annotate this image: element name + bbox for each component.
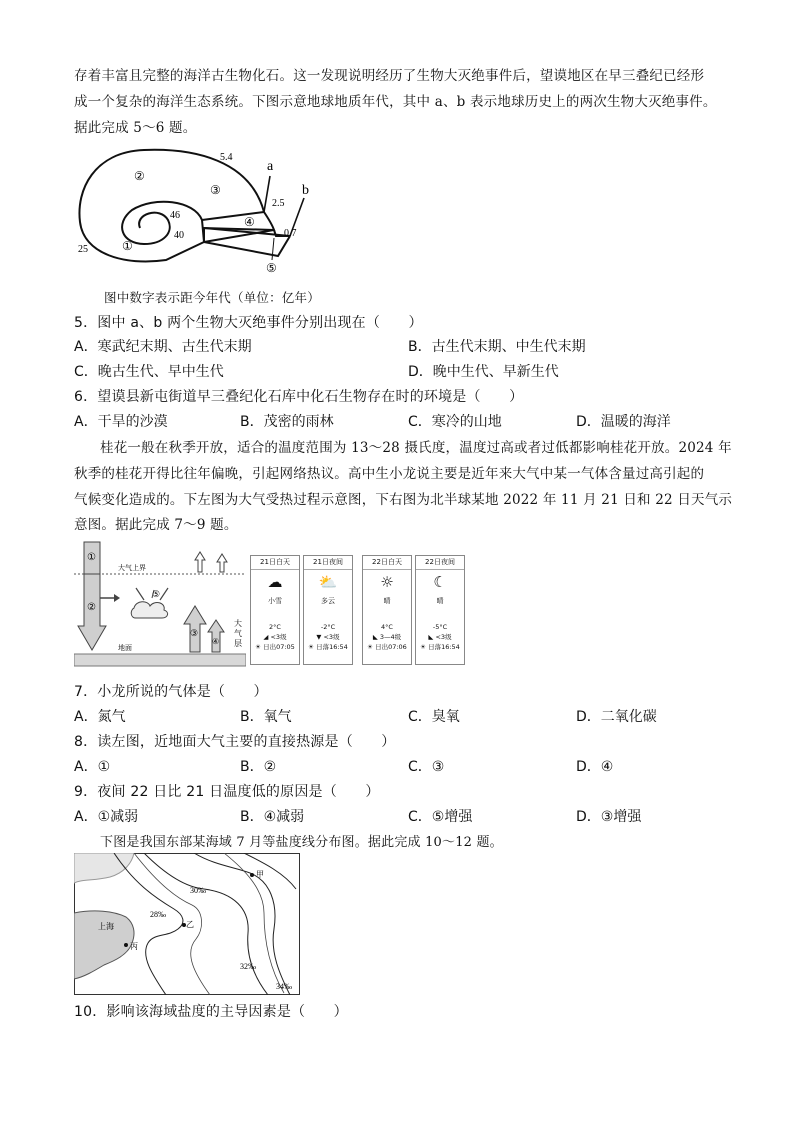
question-9-option-c[interactable]: C．⑤增强 [408, 809, 473, 825]
temperature: -2°C [320, 623, 336, 631]
passage-2-line-1: 桂花一般在秋季开放，适合的温度范围为 13～28 摄氏度，温度过高或者过低都影响桂花开放。2024 年 [100, 440, 732, 456]
question-6-stem: 6．望谟县新屯街道早三叠纪化石库中化石生物存在时的环境是（ ） [74, 389, 524, 405]
question-7-option-c[interactable]: C．臭氧 [408, 709, 460, 725]
label-2: ② [134, 169, 145, 183]
diagram-label-3: ③ [190, 628, 199, 638]
question-5-option-a[interactable]: A．寒武纪末期、古生代末期 [74, 339, 252, 355]
isoline-30-label: 30‰ [190, 886, 206, 895]
weather-card-header: 22日白天 [363, 556, 411, 570]
label-3: ③ [210, 183, 221, 197]
weather-card-22-night [415, 555, 465, 665]
sunrise-time: ☀ 日出07:05 [255, 643, 295, 651]
diagram-label-4: ④ [212, 637, 220, 646]
question-7-option-d[interactable]: D．二氧化碳 [576, 709, 657, 725]
age-40: 40 [174, 230, 184, 241]
passage-2-line-3: 气候变化造成的。下左图为大气受热过程示意图，下右图为北半球某地 2022 年 11 月 21 日和 22 日天气示 [74, 492, 733, 508]
intro-line-2: 成一个复杂的海洋生态系统。下图示意地球地质年代，其中 a、b 表示地球历史上的两次生物大灭绝事件。 [74, 94, 717, 110]
moon-icon: ☾ [433, 573, 447, 591]
weather-condition: 小雪 [268, 597, 282, 605]
diagram-label-5: ⑤ [152, 589, 161, 599]
question-9-stem: 9．夜间 22 日比 21 日温度低的原因是（ ） [74, 784, 380, 800]
atmosphere-label-3: 层 [234, 639, 242, 648]
question-5-option-c[interactable]: C．晚古生代、早中生代 [74, 364, 224, 380]
age-25: 25 [78, 244, 88, 255]
atmosphere-label-2: 气 [234, 629, 242, 638]
weather-card-22-day [362, 555, 412, 665]
temperature: 2°C [269, 623, 281, 631]
passage-3: 下图是我国东部某海域 7 月等盐度线分布图。据此完成 10～12 题。 [100, 835, 503, 850]
label-b: b [302, 183, 309, 198]
question-7-option-a[interactable]: A．氮气 [74, 709, 126, 725]
weather-card-21-day [250, 555, 300, 665]
weather-condition: 晴 [436, 597, 444, 605]
intro-line-1: 存着丰富且完整的海洋古生物化石。这一发现说明经历了生物大灭绝事件后，望谟地区在早三叠纪已经形 [74, 68, 705, 84]
weather-condition: 晴 [383, 597, 391, 605]
diagram-label-1: ① [87, 552, 96, 563]
question-5-option-b[interactable]: B．古生代末期、中生代末期 [408, 339, 586, 355]
question-9-option-a[interactable]: A．①减弱 [74, 809, 139, 825]
partly-cloudy-icon: ⛅ [318, 573, 338, 591]
question-8-option-d[interactable]: D．④ [576, 759, 614, 775]
weather-card-21-night [303, 555, 353, 665]
sunset-time: ☀ 日落16:54 [420, 643, 460, 651]
wind: ◢ <3级 [263, 633, 287, 641]
question-6-option-c[interactable]: C．寒冷的山地 [408, 414, 502, 430]
weather-card-header: 21日白天 [251, 556, 299, 570]
point-yi-label: 乙 [186, 920, 194, 929]
question-8-stem: 8．读左图，近地面大气主要的直接热源是（ ） [74, 734, 396, 750]
label-4: ④ [244, 215, 255, 229]
isoline-28-label: 28‰ [150, 910, 166, 919]
passage-2-line-2: 秋季的桂花开得比往年偏晚，引起网络热议。高中生小龙说主要是近年来大气中某一气体含量过高引起的 [74, 466, 705, 482]
question-10-stem: 10．影响该海域盐度的主导因素是（ ） [74, 1004, 348, 1020]
top-of-atmosphere-label: 大气上界 [118, 564, 146, 572]
question-8-option-c[interactable]: C．③ [408, 759, 445, 775]
age-5-4: 5.4 [220, 152, 233, 163]
weather-card-header: 21日夜间 [304, 556, 352, 570]
weather-condition: 多云 [321, 597, 335, 605]
age-46: 46 [170, 210, 180, 221]
intro-line-3: 据此完成 5～6 题。 [74, 120, 197, 136]
passage-2-line-4: 意图。据此完成 7～9 题。 [74, 517, 238, 533]
temperature: -5°C [432, 623, 448, 631]
atmosphere-label-1: 大 [234, 619, 242, 628]
temperature: 4°C [381, 623, 393, 631]
question-9-option-d[interactable]: D．③增强 [576, 809, 642, 825]
point-jia-label: 甲 [256, 870, 264, 879]
isoline-32-label: 32‰ [240, 962, 256, 971]
wind: ◣ 3—4级 [372, 633, 402, 641]
ground-label: 地面 [118, 644, 132, 652]
label-5: ⑤ [266, 261, 277, 275]
snow-cloud-icon: ☁ [267, 573, 283, 591]
figure-1-caption: 图中数字表示距今年代（单位：亿年） [104, 290, 320, 305]
question-7-stem: 7．小龙所说的气体是（ ） [74, 684, 268, 700]
atmosphere-heating-diagram [74, 540, 246, 668]
question-7-option-b[interactable]: B．氧气 [240, 709, 292, 725]
age-0-7: 0.7 [284, 228, 297, 239]
label-a: a [267, 159, 274, 174]
question-9-option-b[interactable]: B．④减弱 [240, 809, 305, 825]
shanghai-label: 上海 [98, 922, 114, 931]
question-8-option-a[interactable]: A．① [74, 759, 111, 775]
salinity-isoline-map [74, 853, 300, 995]
diagram-label-2: ② [87, 602, 96, 613]
question-6-option-b[interactable]: B．茂密的雨林 [240, 414, 334, 430]
isoline-34-label: 34‰ [276, 982, 292, 991]
point-bing-label: 丙 [130, 942, 138, 951]
question-6-option-a[interactable]: A．干旱的沙漠 [74, 414, 168, 430]
question-6-option-d[interactable]: D．温暖的海洋 [576, 414, 671, 430]
sun-icon: ☼ [380, 573, 394, 591]
label-1: ① [122, 239, 133, 253]
wind: ▼ <3级 [316, 633, 340, 641]
geologic-time-spiral-figure [74, 140, 324, 280]
sunrise-time: ☀ 日出07:06 [367, 643, 407, 651]
sunset-time: ☀ 日落16:54 [308, 643, 348, 651]
question-5-option-d[interactable]: D．晚中生代、早新生代 [408, 364, 559, 380]
question-8-option-b[interactable]: B．② [240, 759, 277, 775]
weather-card-header: 22日夜间 [416, 556, 464, 570]
wind: ◣ <3级 [428, 633, 452, 641]
age-2-5: 2.5 [272, 198, 285, 209]
question-5-stem: 5．图中 a、b 两个生物大灭绝事件分别出现在（ ） [74, 315, 423, 331]
